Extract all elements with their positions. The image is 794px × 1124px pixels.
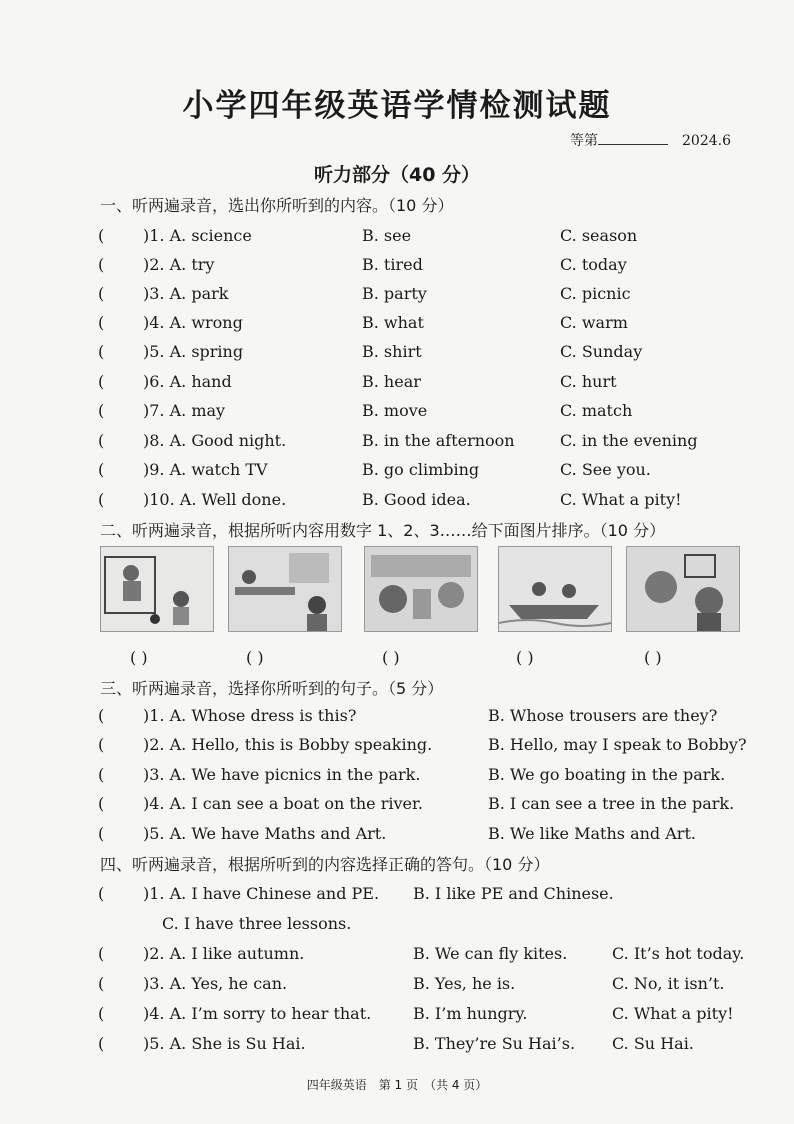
option-b: B. party (362, 284, 427, 303)
picture-animal-characters (626, 546, 740, 632)
answer-paren[interactable]: ( (98, 372, 105, 391)
answer-paren[interactable]: ( (98, 431, 105, 450)
answer-paren[interactable]: ( (98, 706, 105, 725)
s1-question (0, 490, 794, 514)
section2-title: 二、听两遍录音，根据所听内容用数字 1、2、3……给下面图片排序。（10 分） (100, 521, 666, 540)
option-a: )5. A. We have Maths and Art. (143, 824, 387, 843)
option-a: )7. A. may (143, 401, 226, 420)
option-a: )10. A. Well done. (143, 490, 287, 509)
option-b: B. We like Maths and Art. (488, 824, 696, 843)
s3-question (0, 765, 794, 789)
option-a: )1. A. science (143, 226, 252, 245)
option-b: B. Hello, may I speak to Bobby? (488, 735, 747, 754)
s4-question-cont (0, 914, 794, 938)
answer-paren[interactable]: ( (98, 794, 105, 813)
answer-paren[interactable]: ( (98, 824, 105, 843)
option-c: C. What a pity! (612, 1004, 734, 1023)
s1-question (0, 372, 794, 396)
option-b: B. hear (362, 372, 421, 391)
option-b: B. shirt (362, 342, 422, 361)
s1-question (0, 342, 794, 366)
option-a: )4. A. I’m sorry to hear that. (143, 1004, 372, 1023)
picture-football (100, 546, 214, 632)
s1-question (0, 226, 794, 250)
option-c: C. match (560, 401, 633, 420)
option-b: B. I like PE and Chinese. (413, 884, 614, 903)
answer-paren[interactable]: ( (98, 735, 105, 754)
option-b: B. what (362, 313, 424, 332)
picture-answer-paren[interactable]: ( ) (382, 648, 400, 667)
option-c: C. See you. (560, 460, 651, 479)
option-b: B. They’re Su Hai’s. (413, 1034, 576, 1053)
s3-question (0, 735, 794, 759)
s4-question (0, 1004, 794, 1028)
option-b: B. see (362, 226, 412, 245)
s3-question (0, 794, 794, 818)
option-a: )5. A. spring (143, 342, 244, 361)
option-a: )5. A. She is Su Hai. (143, 1034, 306, 1053)
picture-strip (100, 546, 740, 634)
picture-answer-paren[interactable]: ( ) (516, 648, 534, 667)
grade-blank[interactable] (598, 132, 668, 145)
picture-boating (498, 546, 612, 632)
answer-paren[interactable]: ( (98, 284, 105, 303)
option-b: B. tired (362, 255, 423, 274)
s1-question (0, 255, 794, 279)
answer-paren[interactable]: ( (98, 944, 105, 963)
s4-question (0, 884, 794, 908)
option-a: )4. A. wrong (143, 313, 243, 332)
s4-question (0, 974, 794, 998)
answer-paren[interactable]: ( (98, 401, 105, 420)
section1-title: 一、听两遍录音，选出你所听到的内容。（10 分） (100, 196, 454, 215)
picture-answer-paren[interactable]: ( ) (246, 648, 264, 667)
option-a: )4. A. I can see a boat on the river. (143, 794, 423, 813)
s4-question (0, 1034, 794, 1058)
exam-date: 2024.6 (682, 133, 731, 149)
s1-question (0, 284, 794, 308)
option-a: )8. A. Good night. (143, 431, 287, 450)
answer-paren[interactable]: ( (98, 226, 105, 245)
option-a: )2. A. Hello, this is Bobby speaking. (143, 735, 433, 754)
option-b: B. I’m hungry. (413, 1004, 528, 1023)
s1-question (0, 313, 794, 337)
option-a: )3. A. Yes, he can. (143, 974, 288, 993)
option-b: B. Whose trousers are they? (488, 706, 718, 725)
option-a: )3. A. We have picnics in the park. (143, 765, 421, 784)
option-c: C. picnic (560, 284, 631, 303)
option-c: C. What a pity! (560, 490, 682, 509)
page-footer: 四年级英语 第 1 页 （共 4 页） (306, 1078, 488, 1092)
s1-question (0, 460, 794, 484)
answer-paren[interactable]: ( (98, 255, 105, 274)
option-a: )1. A. Whose dress is this? (143, 706, 357, 725)
option-c: C. in the evening (560, 431, 698, 450)
option-a: )2. A. I like autumn. (143, 944, 305, 963)
option-a: )6. A. hand (143, 372, 232, 391)
option-a: )1. A. I have Chinese and PE. (143, 884, 380, 903)
s3-question (0, 706, 794, 730)
answer-paren[interactable]: ( (98, 1034, 105, 1053)
answer-paren[interactable]: ( (98, 342, 105, 361)
picture-answer-paren[interactable]: ( ) (130, 648, 148, 667)
answer-paren[interactable]: ( (98, 974, 105, 993)
s3-question (0, 824, 794, 848)
s1-question (0, 401, 794, 425)
answer-paren[interactable]: ( (98, 460, 105, 479)
option-a: )3. A. park (143, 284, 229, 303)
option-c: C. season (560, 226, 638, 245)
grade-line (570, 130, 731, 150)
option-a: )9. A. watch TV (143, 460, 268, 479)
option-b: B. Yes, he is. (413, 974, 516, 993)
grade-label: 等第 (570, 133, 598, 149)
option-a: )2. A. try (143, 255, 215, 274)
option-b: B. move (362, 401, 428, 420)
picture-boy-at-table (228, 546, 342, 632)
s1-question (0, 431, 794, 455)
section3-title: 三、听两遍录音，选择你所听到的句子。（5 分） (100, 679, 444, 698)
option-b: B. We go boating in the park. (488, 765, 726, 784)
answer-paren[interactable]: ( (98, 765, 105, 784)
option-c: C. warm (560, 313, 628, 332)
exam-title: 小学四年级英语学情检测试题 (182, 88, 612, 124)
option-c: C. today (560, 255, 627, 274)
option-b: B. go climbing (362, 460, 480, 479)
answer-paren[interactable]: ( (98, 490, 105, 509)
answer-paren[interactable]: ( (98, 884, 105, 903)
option-c: C. No, it isn’t. (612, 974, 725, 993)
picture-cat-characters (364, 546, 478, 632)
picture-answer-paren[interactable]: ( ) (644, 648, 662, 667)
s4-question (0, 944, 794, 968)
option-c: C. I have three lessons. (162, 914, 352, 933)
answer-paren[interactable]: ( (98, 1004, 105, 1023)
option-c: C. hurt (560, 372, 617, 391)
option-b: B. Good idea. (362, 490, 471, 509)
listening-part-title: 听力部分（40 分） (313, 164, 481, 186)
option-b: B. I can see a tree in the park. (488, 794, 735, 813)
option-b: B. in the afternoon (362, 431, 515, 450)
option-c: C. Sunday (560, 342, 643, 361)
section4-title: 四、听两遍录音，根据所听到的内容选择正确的答句。（10 分） (100, 855, 550, 874)
answer-paren[interactable]: ( (98, 313, 105, 332)
option-b: B. We can fly kites. (413, 944, 568, 963)
option-c: C. Su Hai. (612, 1034, 694, 1053)
option-c: C. It’s hot today. (612, 944, 745, 963)
